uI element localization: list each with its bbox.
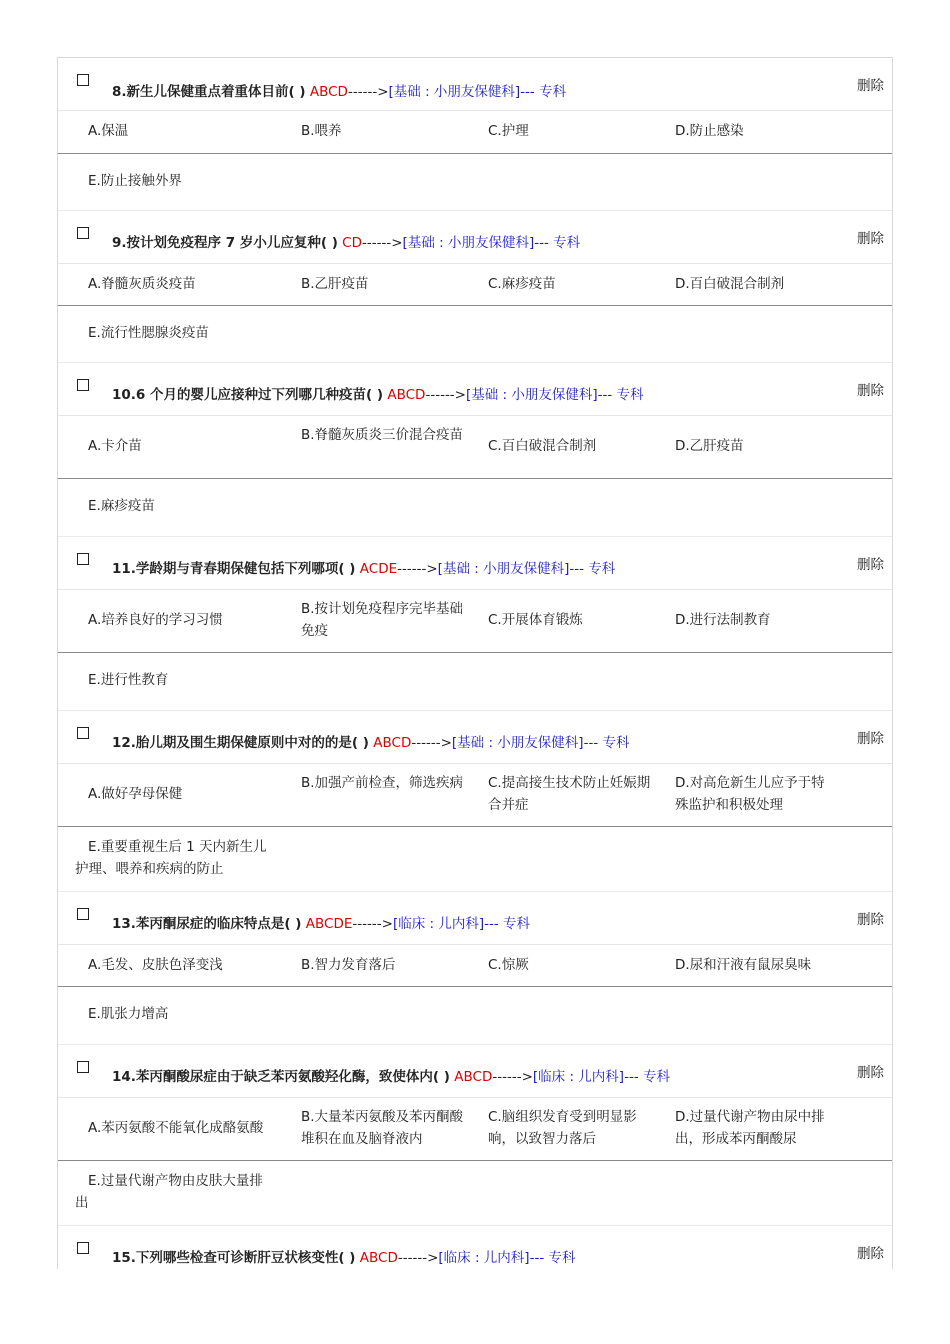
correct-answer: CD — [342, 235, 362, 251]
correct-answer: ABCD — [373, 735, 412, 751]
option-e-row — [58, 1161, 892, 1226]
select-checkbox[interactable] — [77, 1061, 89, 1073]
option-a: A.脊髓灰质炎疫苗 — [88, 276, 196, 292]
option-e-row — [58, 479, 892, 537]
question-text: 学龄期与青春期保健包括下列哪项( — [135, 561, 345, 577]
option-d: D.过量代谢产物由尿中排出，形成苯丙酮酸尿 — [675, 1109, 825, 1147]
question-number: 9. — [112, 235, 127, 251]
question-number: 13. — [112, 916, 136, 932]
question-text: 新生儿保健重点着重体目前( — [126, 84, 295, 100]
option-a: A.做好孕母保健 — [88, 786, 183, 802]
correct-answer: ABCD — [309, 84, 348, 100]
select-checkbox[interactable] — [77, 74, 89, 86]
category-link[interactable]: [基础 : 小朋友保健科]--- 专科 — [466, 387, 644, 403]
question-list — [57, 57, 893, 1269]
select-checkbox[interactable] — [77, 727, 89, 739]
option-b: B.大量苯丙氨酸及苯丙酮酸堆积在血及脑脊液内 — [301, 1109, 464, 1147]
select-checkbox[interactable] — [77, 379, 89, 391]
options-row — [58, 945, 892, 987]
option-b: B.脊髓灰质炎三价混合疫苗 — [301, 427, 464, 443]
option-d: D.尿和汗液有鼠尿臭味 — [675, 957, 812, 973]
option-e: E.进行性教育 — [88, 672, 169, 688]
option-c: C.麻疹疫苗 — [488, 276, 556, 292]
question-text: 苯丙酮酸尿症由于缺乏苯丙氨酸羟化酶，致使体内( — [135, 1069, 440, 1085]
question-text: 按计划免疫程序 7 岁小儿应复种( — [126, 235, 327, 251]
question-title: 11.学龄期与青春期保健包括下列哪项( ) ACDE------>[基础 : 小朋友保健科]--- 专科 — [112, 561, 616, 577]
option-e: E.重要重视生后 1 天内新生儿护理、喂养和疾病的防止 — [75, 839, 267, 877]
question-9 — [58, 211, 892, 363]
select-checkbox[interactable] — [77, 227, 89, 239]
delete-button[interactable]: 删除 — [857, 557, 884, 573]
question-text: 下列哪些检查可诊断肝豆状核变性( — [135, 1250, 345, 1266]
question-number: 11. — [112, 561, 136, 577]
option-d: D.百白破混合制剂 — [675, 276, 785, 292]
option-c: C.提高接生技术防止妊娠期合并症 — [488, 775, 651, 813]
question-title: 10.6 个月的婴儿应接种过下列哪几种疫苗( ) ABCD------>[基础 : 小朋友保健科]--- 专科 — [112, 387, 644, 403]
question-title: 9.按计划免疫程序 7 岁小儿应复种( ) CD------>[基础 : 小朋友保健科]--- 专科 — [112, 235, 581, 251]
question-number: 10. — [112, 387, 136, 403]
question-number: 8. — [112, 84, 127, 100]
options-row — [58, 111, 892, 154]
correct-answer: ABCD — [387, 387, 426, 403]
category-link[interactable]: [临床 : 儿内科]--- 专科 — [392, 916, 531, 932]
option-e-row — [58, 987, 892, 1045]
option-e: E.肌张力增高 — [88, 1006, 169, 1022]
question-text: 6 个月的婴儿应接种过下列哪几种疫苗( — [135, 387, 373, 403]
option-d: D.防止感染 — [675, 123, 744, 139]
question-number: 14. — [112, 1069, 136, 1085]
option-b: B.喂养 — [301, 123, 342, 139]
delete-button[interactable]: 删除 — [857, 731, 884, 747]
option-a: A.保温 — [88, 123, 129, 139]
delete-button[interactable]: 删除 — [857, 231, 884, 247]
option-d: D.对高危新生儿应予于特殊监护和积极处理 — [675, 775, 825, 813]
question-text: 胎儿期及围生期保健原则中对的的是( — [135, 735, 359, 751]
option-c: C.开展体育锻炼 — [488, 612, 583, 628]
option-a: A.培养良好的学习习惯 — [88, 612, 223, 628]
delete-button[interactable]: 删除 — [857, 1246, 884, 1262]
options-row — [58, 590, 892, 653]
question-title: 12.胎儿期及围生期保健原则中对的的是( ) ABCD------>[基础 : 小朋友保健科]--- 专科 — [112, 735, 630, 751]
select-checkbox[interactable] — [77, 1242, 89, 1254]
option-a: A.卡介苗 — [88, 438, 142, 454]
option-c: C.护理 — [488, 123, 529, 139]
option-d: D.乙肝疫苗 — [675, 438, 744, 454]
question-15 — [58, 1226, 892, 1269]
category-link[interactable]: [基础 : 小朋友保健科]--- 专科 — [437, 561, 616, 577]
option-c: C.百白破混合制剂 — [488, 438, 597, 454]
question-text: 苯丙酮尿症的临床特点是( — [135, 916, 291, 932]
question-title: 15.下列哪些检查可诊断肝豆状核变性( ) ABCD------>[临床 : 儿内科]--- 专科 — [112, 1250, 576, 1266]
option-e-row — [58, 306, 892, 363]
option-b: B.智力发育落后 — [301, 957, 396, 973]
options-row — [58, 264, 892, 306]
option-c: C.脑组织发育受到明显影响，以致智力落后 — [488, 1109, 637, 1147]
option-b: B.加强产前检查，筛选疾病 — [301, 775, 464, 791]
question-14 — [58, 1045, 892, 1226]
option-e: E.流行性腮腺炎疫苗 — [88, 325, 209, 341]
option-e: E.过量代谢产物由皮肤大量排出 — [75, 1173, 263, 1211]
option-e: E.麻疹疫苗 — [88, 498, 155, 514]
delete-button[interactable]: 删除 — [857, 1065, 884, 1081]
question-10 — [58, 363, 892, 537]
option-e: E.防止接触外界 — [88, 173, 182, 189]
option-b: B.按计划免疫程序完毕基础免疫 — [301, 601, 464, 639]
category-link[interactable]: [基础 : 小朋友保健科]--- 专科 — [388, 84, 567, 100]
option-e-row — [58, 827, 892, 892]
option-a: A.苯丙氨酸不能氧化成酪氨酸 — [88, 1120, 264, 1136]
correct-answer: ABCDE — [305, 916, 353, 932]
category-link[interactable]: [基础 : 小朋友保健科]--- 专科 — [402, 235, 581, 251]
question-12 — [58, 711, 892, 892]
category-link[interactable]: [临床 : 儿内科]--- 专科 — [532, 1069, 670, 1085]
option-e-row — [58, 653, 892, 711]
delete-button[interactable]: 删除 — [857, 78, 884, 94]
options-row — [58, 1098, 892, 1161]
question-number: 12. — [112, 735, 136, 751]
question-11 — [58, 537, 892, 711]
question-number: 15. — [112, 1250, 136, 1266]
options-row — [58, 416, 892, 479]
question-13 — [58, 892, 892, 1045]
correct-answer: ABCD — [454, 1069, 493, 1085]
option-b: B.乙肝疫苗 — [301, 276, 369, 292]
question-title: 13.苯丙酮尿症的临床特点是( ) ABCDE------>[临床 : 儿内科]--- 专科 — [112, 916, 531, 932]
option-d: D.进行法制教育 — [675, 612, 771, 628]
options-row — [58, 764, 892, 827]
option-c: C.惊厥 — [488, 957, 529, 973]
option-a: A.毛发、皮肤色泽变浅 — [88, 957, 223, 973]
category-link[interactable]: [基础 : 小朋友保健科]--- 专科 — [451, 735, 630, 751]
option-e-row — [58, 154, 892, 211]
correct-answer: ACDE — [359, 561, 398, 577]
delete-button[interactable]: 删除 — [857, 912, 884, 928]
question-8 — [58, 58, 892, 211]
select-checkbox[interactable] — [77, 908, 89, 920]
question-title: 8.新生儿保健重点着重体目前( ) ABCD------>[基础 : 小朋友保健科]--- 专科 — [112, 84, 567, 100]
select-checkbox[interactable] — [77, 553, 89, 565]
correct-answer: ABCD — [359, 1250, 398, 1266]
category-link[interactable]: [临床 : 儿内科]--- 专科 — [438, 1250, 576, 1266]
delete-button[interactable]: 删除 — [857, 383, 884, 399]
question-title: 14.苯丙酮酸尿症由于缺乏苯丙氨酸羟化酶，致使体内( ) ABCD------>[临床 : 儿内科]--- 专科 — [112, 1069, 670, 1085]
